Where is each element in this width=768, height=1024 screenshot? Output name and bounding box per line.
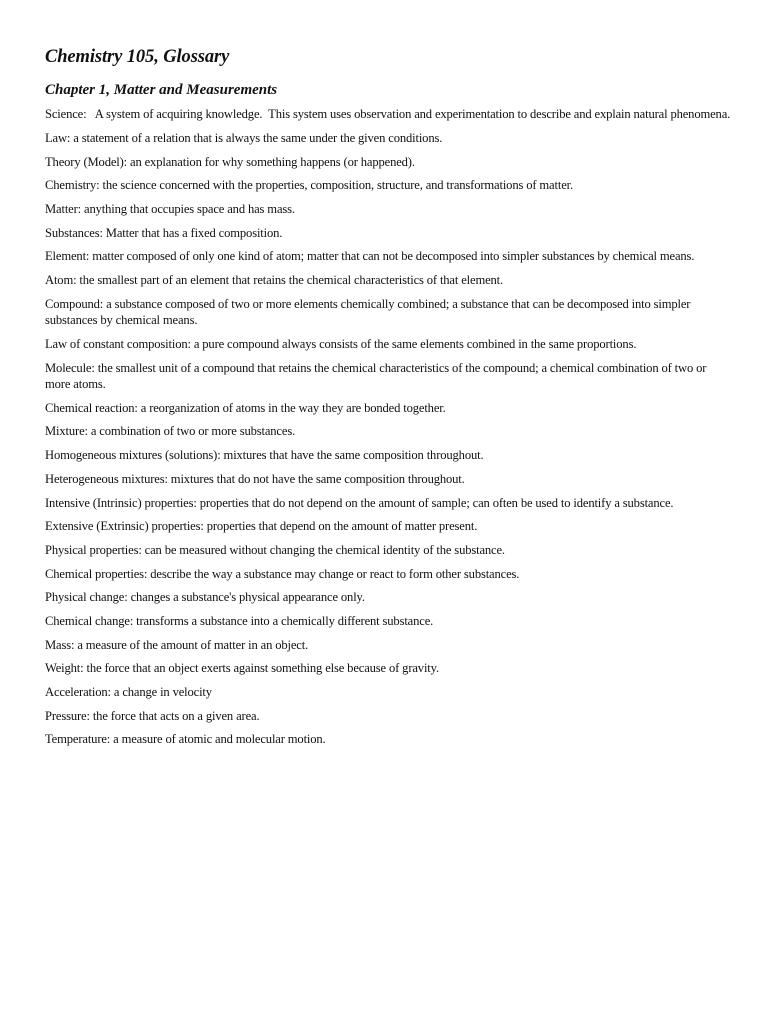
glossary-entry-molecule: Molecule: the smallest unit of a compound that retains the chemical characteristics of the compound; a chemical combination of two or more atoms. <box>45 360 719 392</box>
glossary-entry-element: Element: matter composed of only one kind of atom; matter that can not be decomposed into simpler substances by chemical means. <box>45 249 695 264</box>
glossary-entry-acceleration: Acceleration: a change in velocity <box>45 685 212 699</box>
document-title: Chemistry 105, Glossary <box>45 47 230 67</box>
glossary-entry-matter: Matter: anything that occupies space and has mass. <box>45 201 295 216</box>
glossary-entry-physical-properties: Physical properties: can be measured without changing the chemical identity of the substance. <box>45 542 505 557</box>
glossary-entry-law-of-constant-composition: Law of constant composition: a pure compound always consists of the same elements combined in the same proportions. <box>45 336 637 351</box>
glossary-list <box>45 106 735 748</box>
glossary-entry-compound: Compound: a substance composed of two or more elements chemically combined; a substance that can be decomposed into simpler substances by chemical means. <box>45 296 694 328</box>
glossary-entry-substances: Substances: Matter that has a fixed composition. <box>45 225 283 240</box>
glossary-entry-extensive-properties: Extensive (Extrinsic) properties: properties that depend on the amount of matter present. <box>45 519 478 534</box>
glossary-entry-science: Science: A system of acquiring knowledge. This system uses observation and experimentation to describe and explain natural phenomena. <box>45 107 731 122</box>
glossary-entry-heterogeneous-mixtures: Heterogeneous mixtures: mixtures that do not have the same composition throughout. <box>45 471 465 486</box>
glossary-entry-intensive-properties: Intensive (Intrinsic) properties: properties that do not depend on the amount of sample; can often be used to identify a substance. <box>45 495 674 510</box>
glossary-entry-mixture: Mixture: a combination of two or more substances. <box>45 424 296 439</box>
glossary-entry-temperature: Temperature: a measure of atomic and molecular motion. <box>45 732 326 747</box>
glossary-entry-theory: Theory (Model): an explanation for why something happens (or happened). <box>45 154 415 169</box>
glossary-entry-chemical-change: Chemical change: transforms a substance into a chemically different substance. <box>45 613 434 628</box>
glossary-entry-chemical-reaction: Chemical reaction: a reorganization of atoms in the way they are bonded together. <box>45 400 446 415</box>
glossary-entry-atom: Atom: the smallest part of an element that retains the chemical characteristics of that element. <box>45 273 504 287</box>
glossary-entry-physical-change: Physical change: changes a substance's physical appearance only. <box>45 590 365 605</box>
glossary-entry-chemistry: Chemistry: the science concerned with the properties, composition, structure, and transformations of matter. <box>45 178 573 193</box>
chapter-heading: Chapter 1, Matter and Measurements <box>45 82 278 99</box>
document-page <box>45 46 735 755</box>
glossary-entry-mass: Mass: a measure of the amount of matter in an object. <box>45 637 309 652</box>
glossary-entry-pressure: Pressure: the force that acts on a given area. <box>45 708 260 723</box>
glossary-entry-law: Law: a statement of a relation that is always the same under the given conditions. <box>45 130 443 145</box>
glossary-entry-homogeneous-mixtures: Homogeneous mixtures (solutions): mixtures that have the same composition throughout. <box>45 448 484 463</box>
glossary-entry-weight: Weight: the force that an object exerts against something else because of gravity. <box>45 661 439 676</box>
glossary-entry-chemical-properties: Chemical properties: describe the way a substance may change or react to form other substances. <box>45 566 520 581</box>
